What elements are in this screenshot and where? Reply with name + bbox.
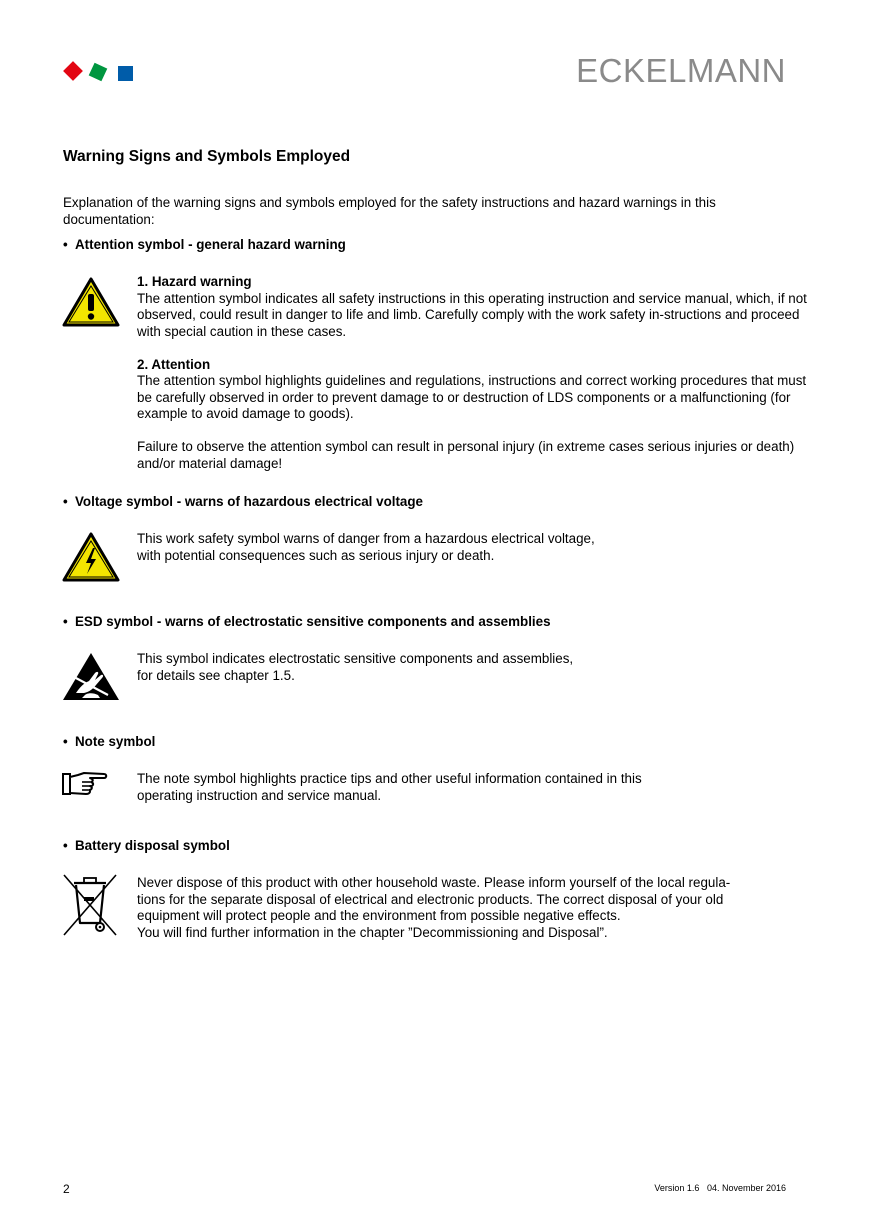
battery-text: Never dispose of this product with other household waste. Please inform yourself of the local regula- tions for the separate disposal of electrical and electronic products. The correct disposal of your old equipment will protect people and the environment from possible negative effects. You will find further information in the chapter ”Decommissioning and Disposal”. <box>137 875 731 940</box>
high-voltage-icon <box>62 532 120 582</box>
note-heading: • Note symbol <box>63 734 156 749</box>
intro-paragraph: Explanation of the warning signs and symbols employed for the safety instructions and hazard warnings in this documentation: <box>63 195 716 227</box>
voltage-heading: • Voltage symbol - warns of hazardous electrical voltage <box>63 494 424 509</box>
page-number: 2 <box>63 1182 70 1196</box>
note-text: The note symbol highlights practice tips and other useful information contained in this operating instruction and service manual. <box>137 771 642 803</box>
warning-triangle-icon <box>62 277 120 327</box>
brand-wordmark: ECKELMANN <box>576 52 786 89</box>
page-title: Warning Signs and Symbols Employed <box>63 148 351 165</box>
pointing-hand-icon <box>62 771 108 797</box>
attention-text <box>137 274 817 489</box>
eckelmann-logo <box>63 61 135 83</box>
hazard-warning-body: The attention symbol indicates all safety instructions in this operating instruction and service manual, which, if not observed, could result in danger to life and limb. Carefully comply with the work safety in-structions and proceed with special caution in these cases. <box>137 290 807 339</box>
battery-heading: • Battery disposal symbol <box>63 838 230 853</box>
attention-title: 2. Attention <box>137 356 211 372</box>
crossed-bin-icon <box>62 873 118 937</box>
attention-heading: • Attention symbol - general hazard warning <box>63 237 346 252</box>
hazard-warning-title: 1. Hazard warning <box>137 274 252 289</box>
attention-body: The attention symbol highlights guidelines and regulations, instructions and correct working procedures that must be carefully observed in order to prevent damage to or destruction of LDS components or a malfunctioning (for example to avoid damage to goods). <box>137 373 807 421</box>
esd-text: This symbol indicates electrostatic sensitive components and assemblies, for details see chapter 1.5. <box>137 651 574 683</box>
version-date: Version 1.6 04. November 2016 <box>654 1183 786 1193</box>
esd-icon <box>62 651 120 701</box>
esd-heading: • ESD symbol - warns of electrostatic sensitive components and assemblies <box>63 614 551 629</box>
voltage-text: This work safety symbol warns of danger from a hazardous electrical voltage, with potential consequences such as serious injury or death. <box>137 531 595 563</box>
attention-failure-note: Failure to observe the attention symbol can result in personal injury (in extreme cases serious injuries or death) and/or material damage! <box>137 439 795 471</box>
